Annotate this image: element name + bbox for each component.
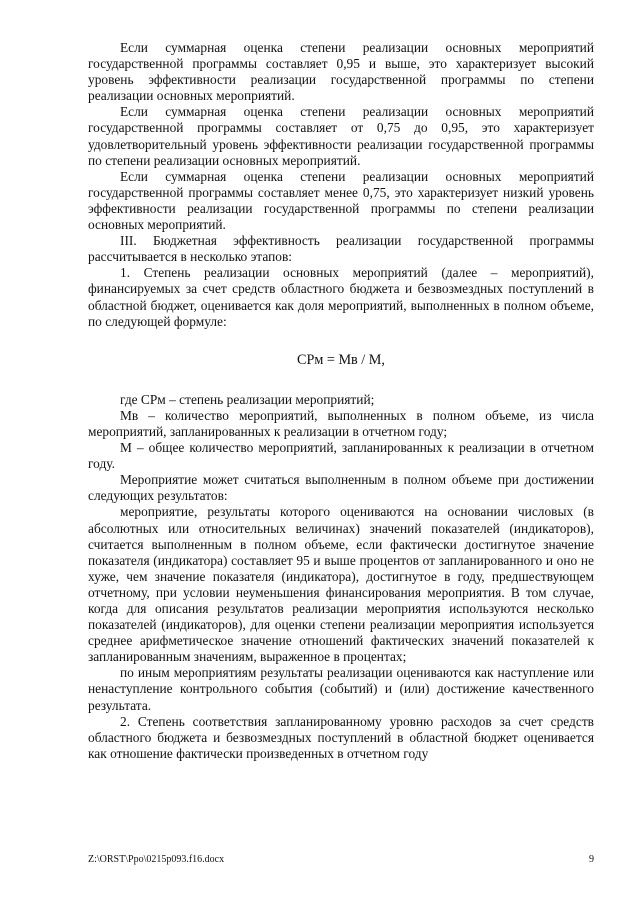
paragraph-m-definition: М – общее количество мероприятий, запланированных к реализации в отчетном году. — [88, 440, 594, 472]
paragraph-budget-efficiency: III. Бюджетная эффективность реализации государственной программы рассчитывается в несколько этапов: — [88, 233, 594, 265]
paragraph-mv-definition: Мв – количество мероприятий, выполненных в полном объеме, из числа мероприятий, запланированных к реализации в отчетном году; — [88, 407, 594, 439]
formula: СРм = Мв / М, — [297, 351, 385, 368]
paragraph-where-srm: где СРм – степень реализации мероприятий; — [120, 391, 375, 407]
paragraph-step-2: 2. Степень соответствия запланированному уровню расходов за счет средств областного бюджета и безвозмездных поступлений в областной бюджет оценивается как отношение фактически произведенных в отчетном году — [88, 713, 594, 761]
paragraph-step-1: 1. Степень реализации основных мероприятий (далее – мероприятий), финансируемых за счет средств областного бюджета и безвозмездных поступлений в областной бюджет, оценивается как доля мероприятий, выполненных в полном объеме, по следующей формуле: — [88, 265, 594, 329]
paragraph-satisfactory-efficiency: Если суммарная оценка степени реализации основных мероприятий государственной программы составляет от 0,75 до 0,95, это характеризует удовлетворительный уровень эффективности реализации государственной программы по степени реализации основных мероприятий. — [88, 104, 594, 168]
page-number: 9 — [589, 854, 594, 865]
paragraph-completion-conditions: Мероприятие может считаться выполненным в полном объеме при достижении следующих результатов: — [88, 472, 594, 504]
paragraph-low-efficiency: Если суммарная оценка степени реализации основных мероприятий государственной программы составляет менее 0,75, это характеризует низкий уровень эффективности реализации государственной программы по степени реализации основных мероприятий. — [88, 168, 594, 233]
paragraph-other-measures: по иным мероприятиям результаты реализации оцениваются как наступление или ненаступление контрольного события (событий) и (или) достижение качественного результата. — [88, 665, 594, 713]
file-path: Z:\ORST\Ppo\0215p093.f16.docx — [88, 854, 225, 865]
paragraph-high-efficiency: Если суммарная оценка степени реализации основных мероприятий государственной программы составляет 0,95 и выше, это характеризует высокий уровень эффективности реализации государственной программы по степени реализации основных мероприятий. — [88, 40, 594, 104]
paragraph-numeric-measures: мероприятие, результаты которого оцениваются на основании числовых (в абсолютных или относительных величинах) значений показателей (индикаторов), считается выполненным в полном объеме, если фактически достигнутое значение показателя (индикатора) составляет 95 и выше процентов от запланированного и оно не хуже, чем значение показателя (индикатора), достигнутое в году, предшествующем отчетному, при условии неуменьшения финансирования мероприятия. В том случае, когда для описания результатов реализации мероприятия используются несколько показателей (индикаторов), для оценки степени реализации мероприятия используется среднее арифметическое значение отношений фактических значений показателей к запланированным значениям, выраженное в процентах; — [88, 504, 594, 665]
document-body — [88, 40, 594, 762]
